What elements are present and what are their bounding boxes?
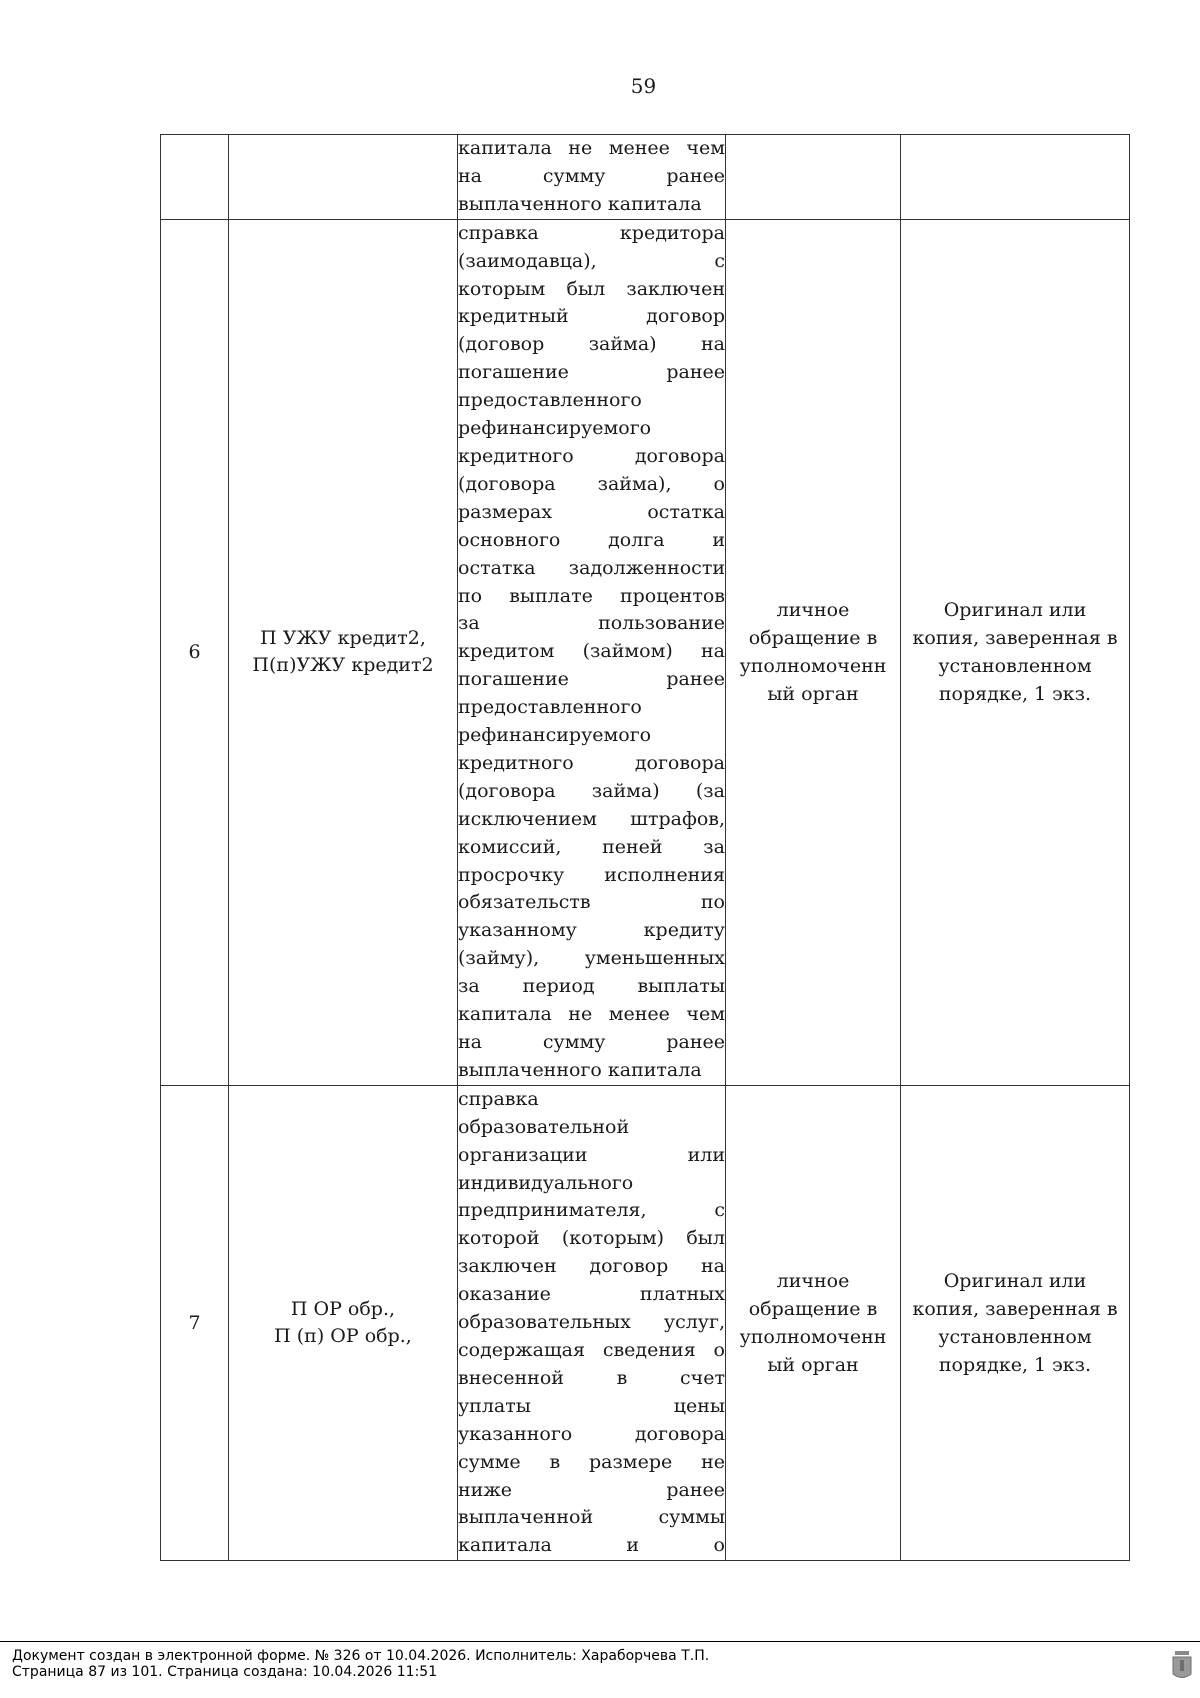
word: капитала: [458, 1003, 552, 1026]
word: (договор: [458, 333, 545, 356]
page-number: 59: [630, 74, 657, 98]
method-line: личное: [776, 1270, 850, 1293]
text-line: [458, 331, 725, 359]
word: на: [701, 640, 725, 663]
row-number: 6: [161, 219, 229, 1085]
text-line: [458, 303, 725, 331]
document-form: [901, 1085, 1130, 1560]
word: за: [703, 835, 725, 858]
word: (заимодавца),: [458, 249, 597, 272]
word: сумму: [542, 1031, 606, 1053]
code-line: П ОР обр.,: [290, 1298, 396, 1321]
text-line: [458, 1057, 725, 1085]
word: и: [712, 528, 725, 551]
word: процентов: [619, 584, 725, 607]
text-line: [458, 1197, 725, 1225]
method-line: уполномоченн: [739, 655, 887, 678]
word: сведения: [602, 1338, 696, 1361]
word: капитала: [458, 137, 552, 159]
table-row: [161, 1085, 1130, 1560]
coat-of-arms-icon: [1171, 1648, 1193, 1682]
word: чем: [686, 137, 725, 159]
word: основного: [458, 528, 561, 551]
word: ранее: [666, 1031, 725, 1053]
text-line: [458, 387, 725, 415]
text-line: [458, 359, 725, 387]
word: по: [700, 891, 725, 914]
text-line: [458, 1253, 725, 1281]
form-line: установленном: [938, 1326, 1092, 1349]
word: договора: [634, 444, 725, 467]
text-line: [458, 1337, 725, 1365]
word: кредитный: [458, 305, 569, 328]
text-line: [458, 1477, 725, 1505]
submission-method: [726, 135, 901, 220]
word: не: [701, 1450, 725, 1473]
word: на: [701, 1255, 725, 1278]
text-line: [458, 248, 725, 276]
word: счет: [680, 1366, 725, 1389]
text-line: [458, 806, 725, 834]
word: обязательств: [458, 891, 591, 914]
word: выплаченного капитала: [458, 192, 702, 215]
word: не: [568, 137, 593, 159]
word: справка: [458, 221, 539, 244]
row-number: [161, 135, 229, 220]
method-line: ый орган: [767, 683, 859, 706]
word: заключен: [626, 277, 725, 300]
word: был: [686, 1227, 725, 1250]
word: суммы: [658, 1506, 725, 1529]
text-line: [458, 694, 725, 722]
word: капитала: [458, 1534, 552, 1557]
text-line: [458, 191, 725, 219]
word: (за: [695, 779, 725, 802]
word: в: [549, 1450, 561, 1473]
word: кредитора: [619, 221, 725, 244]
word: чем: [686, 1003, 725, 1026]
word: исключением: [458, 807, 597, 830]
text-line: [458, 610, 725, 638]
word: выплате: [509, 584, 593, 607]
text-line: [458, 917, 725, 945]
word: менее: [608, 1003, 670, 1026]
word: договора: [634, 1422, 725, 1445]
word: договор: [646, 305, 725, 328]
word: остатка: [647, 500, 725, 523]
table-row: [161, 219, 1130, 1085]
word: о: [713, 1338, 725, 1361]
text-line: [458, 1086, 725, 1114]
form-line: порядке, 1 экз.: [938, 683, 1092, 706]
document-footer: [12, 1648, 709, 1680]
word: исполнения: [604, 863, 725, 886]
document-description: [458, 219, 726, 1085]
word: (договора: [458, 779, 556, 802]
word: кредиту: [643, 919, 725, 942]
method-line: личное: [776, 599, 850, 622]
row-number: 7: [161, 1085, 229, 1560]
document-form: [901, 135, 1130, 220]
word: займа): [591, 779, 660, 802]
method-line: обращение в: [748, 1298, 878, 1321]
text-line: [458, 415, 725, 443]
word: услуг,: [663, 1311, 725, 1334]
application-code: [229, 219, 458, 1085]
submission-method: [726, 1085, 901, 1560]
word: образовательной: [458, 1115, 630, 1138]
text-line: [458, 1365, 725, 1393]
text-line: [458, 1142, 725, 1170]
word: за: [458, 975, 480, 998]
word: и: [626, 1534, 639, 1557]
text-line: [458, 443, 725, 471]
word: платных: [639, 1283, 725, 1306]
word: выплаченной: [458, 1506, 594, 1529]
word: договор: [589, 1255, 669, 1278]
word: (займом): [582, 640, 673, 663]
text-line: [458, 1225, 725, 1253]
word: уплаты: [458, 1394, 531, 1417]
word: пользование: [598, 612, 725, 635]
word: договора: [634, 751, 725, 774]
word: (займу),: [458, 947, 540, 970]
table-row: [161, 135, 1130, 220]
text-line: [458, 1449, 725, 1477]
document-form: [901, 219, 1130, 1085]
word: погашение: [458, 361, 569, 384]
word: кредитного: [458, 444, 574, 467]
text-line: [458, 555, 725, 583]
word: цены: [673, 1394, 725, 1417]
text-line: [458, 973, 725, 1001]
word: содержащая: [458, 1338, 585, 1361]
word: задолженности: [568, 556, 725, 579]
text-line: [458, 862, 725, 890]
footer-line-1: Документ создан в электронной форме. № 326 от 10.04.2026. Исполнитель: Хараборчева Т.П.: [12, 1648, 710, 1664]
word: с: [714, 249, 725, 272]
method-line: уполномоченн: [739, 1326, 887, 1349]
word: на: [701, 333, 725, 356]
word: выплаты: [637, 975, 725, 998]
text-line: [458, 889, 725, 917]
text-line: [458, 471, 725, 499]
text-line: [458, 135, 725, 163]
word: остатка: [458, 556, 536, 579]
application-code: [229, 135, 458, 220]
word: предоставленного: [458, 696, 642, 719]
word: оказание: [458, 1283, 551, 1306]
word: не: [568, 1003, 593, 1026]
text-line: [458, 638, 725, 666]
word: ранее: [666, 668, 725, 691]
code-line: П УЖУ кредит2,: [260, 627, 426, 650]
word: ранее: [666, 164, 725, 187]
word: на: [458, 1031, 482, 1053]
word: уменьшенных: [584, 947, 725, 970]
word: заключен: [458, 1255, 557, 1278]
method-line: ый орган: [767, 1354, 859, 1377]
word: займа),: [597, 472, 672, 495]
text-line: [458, 1504, 725, 1532]
word: образовательных: [458, 1311, 631, 1334]
text-line: [458, 583, 725, 611]
code-line: П (п) ОР обр.,: [274, 1325, 412, 1348]
word: о: [713, 472, 725, 495]
text-line: [458, 1029, 725, 1057]
text-line: [458, 722, 725, 750]
word: которым: [458, 277, 546, 300]
form-line: копия, заверенная в: [912, 1298, 1118, 1321]
document-description: [458, 1085, 726, 1560]
word: ранее: [666, 1478, 725, 1501]
word: в: [616, 1366, 628, 1389]
word: справка: [458, 1087, 539, 1110]
word: ниже: [458, 1478, 513, 1501]
text-line: [458, 1281, 725, 1309]
form-line: Оригинал или: [943, 599, 1087, 622]
footer-divider: [0, 1641, 1200, 1642]
word: о: [713, 1534, 725, 1557]
text-line: [458, 1393, 725, 1421]
word: или: [687, 1143, 725, 1166]
word: кредитного: [458, 751, 574, 774]
method-line: обращение в: [748, 627, 878, 650]
word: штрафов,: [630, 807, 725, 830]
word: погашение: [458, 668, 569, 691]
word: менее: [608, 137, 670, 159]
word: предоставленного: [458, 389, 642, 412]
text-line: [458, 1309, 725, 1337]
word: за: [458, 612, 480, 635]
word: предпринимателя,: [458, 1199, 647, 1222]
word: выплаченного капитала: [458, 1058, 702, 1081]
word: рефинансируемого: [458, 724, 652, 747]
text-line: [458, 1170, 725, 1198]
text-line: [458, 220, 725, 248]
submission-method: [726, 219, 901, 1085]
form-line: Оригинал или: [943, 1270, 1087, 1293]
word: (которым): [561, 1227, 665, 1250]
text-line: [458, 945, 725, 973]
text-line: [458, 1114, 725, 1142]
word: внесенной: [458, 1366, 564, 1389]
text-line: [458, 834, 725, 862]
word: индивидуального: [458, 1171, 634, 1194]
code-line: П(п)УЖУ кредит2: [252, 654, 434, 677]
word: долга: [608, 528, 665, 551]
word: сумму: [542, 164, 606, 187]
text-line: [458, 778, 725, 806]
text-line: [458, 499, 725, 527]
word: организации: [458, 1143, 588, 1166]
word: рефинансируемого: [458, 417, 652, 440]
documents-table: [160, 134, 1130, 1561]
word: был: [566, 277, 606, 300]
text-line: [458, 163, 725, 191]
word: (договора: [458, 472, 556, 495]
word: займа): [588, 333, 657, 356]
word: комиссий,: [458, 835, 562, 858]
word: размере: [588, 1450, 673, 1473]
document-description: [458, 135, 726, 220]
form-line: порядке, 1 экз.: [938, 1354, 1092, 1377]
text-line: [458, 1532, 725, 1560]
form-line: копия, заверенная в: [912, 627, 1118, 650]
word: по: [458, 584, 483, 607]
text-line: [458, 1001, 725, 1029]
word: которой: [458, 1227, 540, 1250]
text-line: [458, 1421, 725, 1449]
form-line: установленном: [938, 655, 1092, 678]
word: указанному: [458, 919, 577, 942]
word: просрочку: [458, 863, 565, 886]
footer-line-2: Страница 87 из 101. Страница создана: 10.04.2026 11:51: [12, 1664, 438, 1680]
word: размерах: [458, 500, 553, 523]
word: с: [714, 1199, 725, 1222]
word: сумме: [458, 1450, 521, 1473]
application-code: [229, 1085, 458, 1560]
word: на: [458, 164, 482, 187]
text-line: [458, 750, 725, 778]
text-line: [458, 276, 725, 304]
word: пеней: [602, 835, 663, 858]
word: ранее: [666, 361, 725, 384]
word: период: [522, 975, 595, 998]
text-line: [458, 666, 725, 694]
word: кредитом: [458, 640, 555, 663]
text-line: [458, 527, 725, 555]
word: указанного: [458, 1422, 573, 1445]
